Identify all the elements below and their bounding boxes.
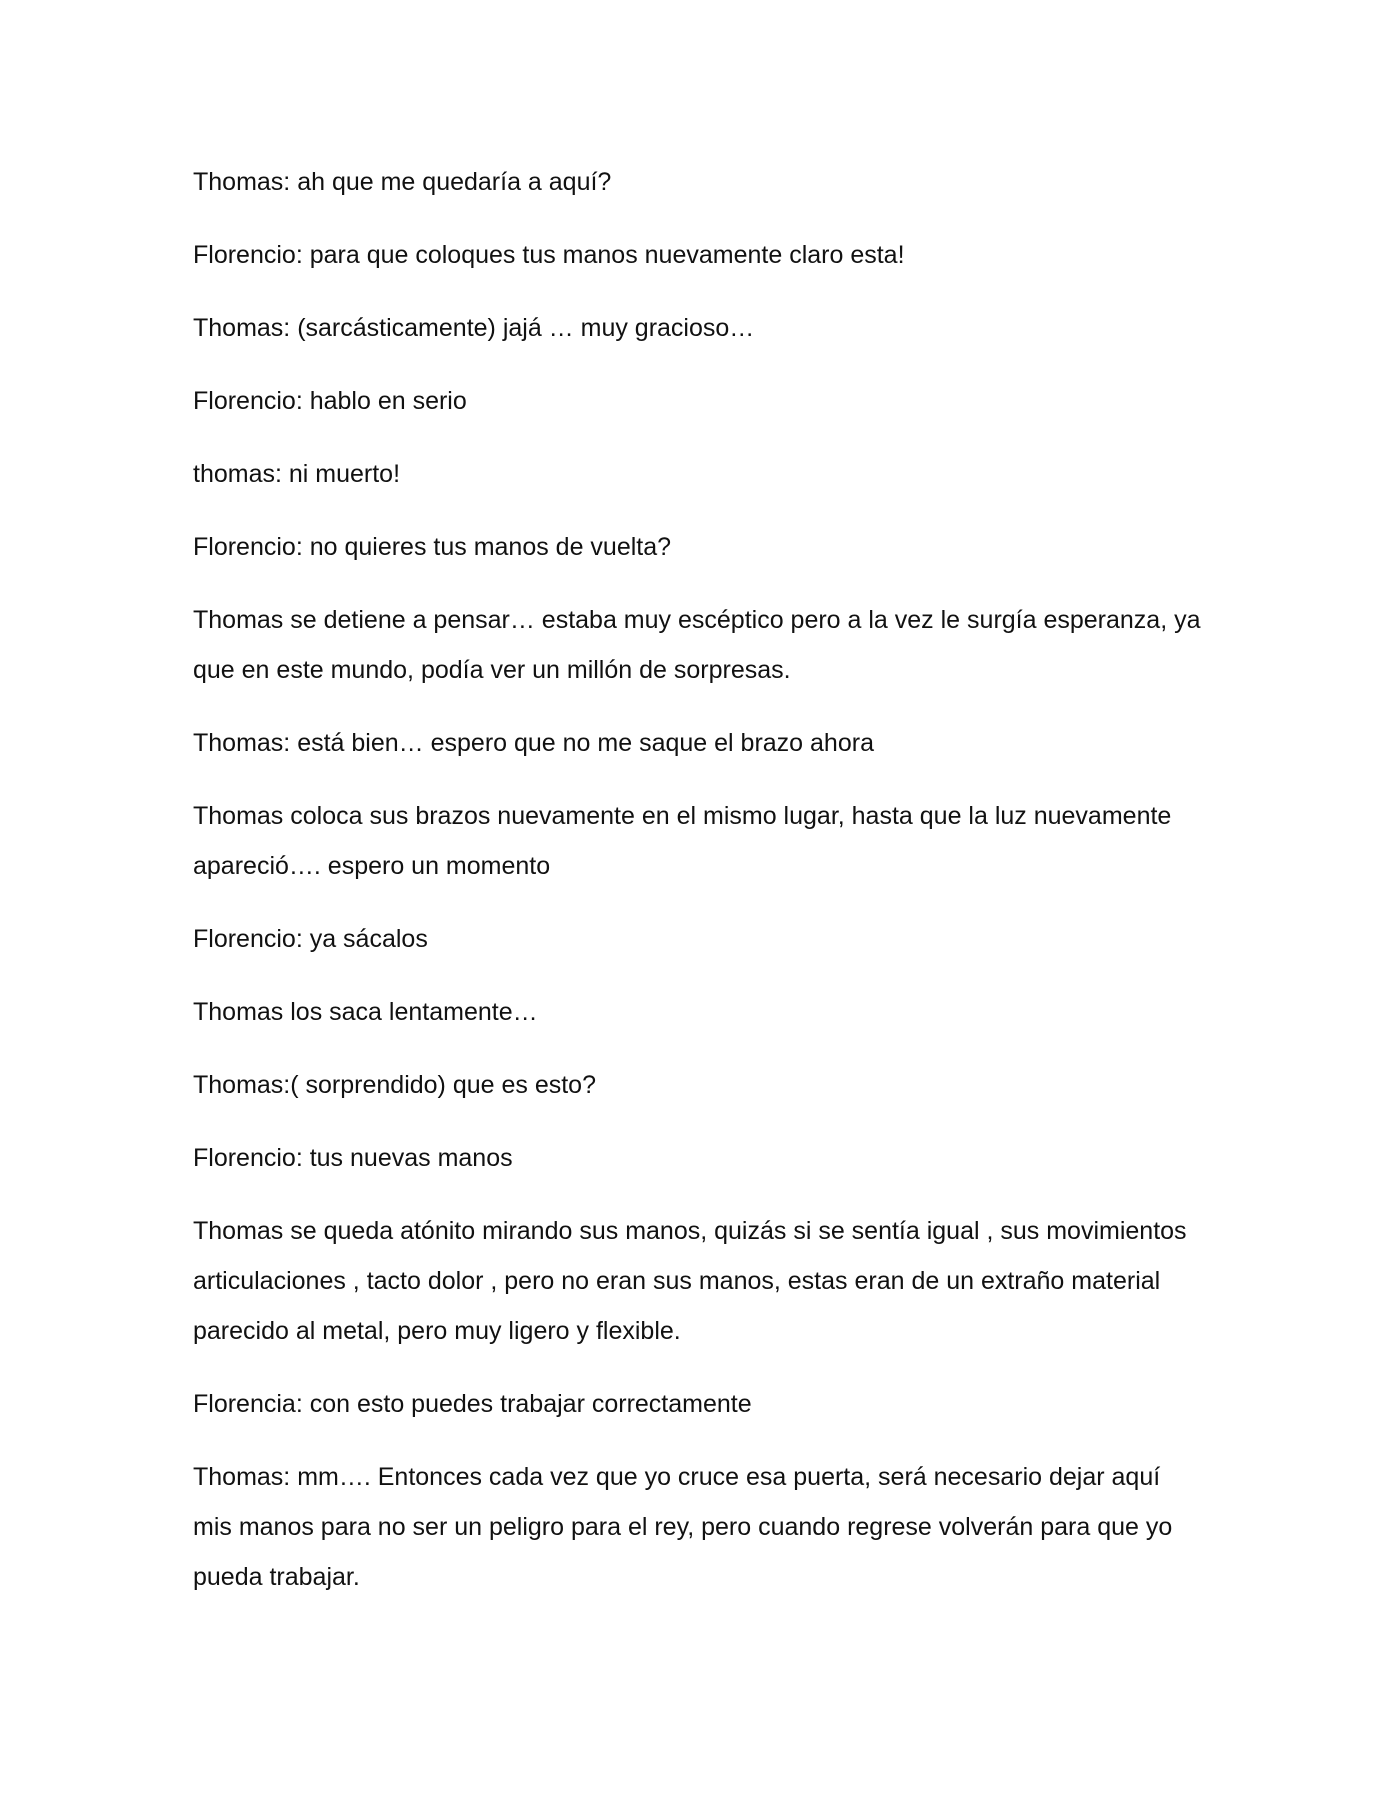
paragraph: thomas: ni muerto!: [193, 460, 401, 488]
paragraph: Thomas: está bien… espero que no me saque el brazo ahora: [193, 729, 874, 757]
paragraph: Thomas: ah que me quedaría a aquí?: [193, 168, 612, 196]
document-body: [193, 157, 1203, 1625]
paragraph: Florencio: ya sácalos: [193, 925, 428, 953]
paragraph: Thomas los saca lentamente…: [193, 998, 538, 1026]
paragraph: Florencia: con esto puedes trabajar correctamente: [193, 1390, 752, 1418]
paragraph: Thomas coloca sus brazos nuevamente en el mismo lugar, hasta que la luz nuevamente apareció…. espero un momento: [193, 802, 1172, 880]
paragraph: Florencio: tus nuevas manos: [193, 1144, 513, 1172]
paragraph: Thomas se detiene a pensar… estaba muy escéptico pero a la vez le surgía esperanza, ya que en este mundo, podía ver un millón de sorpresas.: [193, 606, 1201, 684]
paragraph: Thomas: (sarcásticamente) jajá … muy gracioso…: [193, 314, 755, 342]
paragraph: Thomas: mm…. Entonces cada vez que yo cruce esa puerta, será necesario dejar aquí mis manos para no ser un peligro para el rey, pero cuando regrese volverán para que yo pueda trabajar.: [193, 1463, 1173, 1591]
paragraph: Florencio: hablo en serio: [193, 387, 467, 415]
paragraph: Florencio: para que coloques tus manos nuevamente claro esta!: [193, 241, 905, 269]
paragraph: Thomas:( sorprendido) que es esto?: [193, 1071, 596, 1099]
paragraph: Thomas se queda atónito mirando sus manos, quizás si se sentía igual , sus movimientos articulaciones , tacto dolor , pero no eran sus manos, estas eran de un extraño material parecido al metal, pero muy ligero y flexible.: [193, 1217, 1187, 1345]
paragraph: Florencio: no quieres tus manos de vuelta?: [193, 533, 672, 561]
